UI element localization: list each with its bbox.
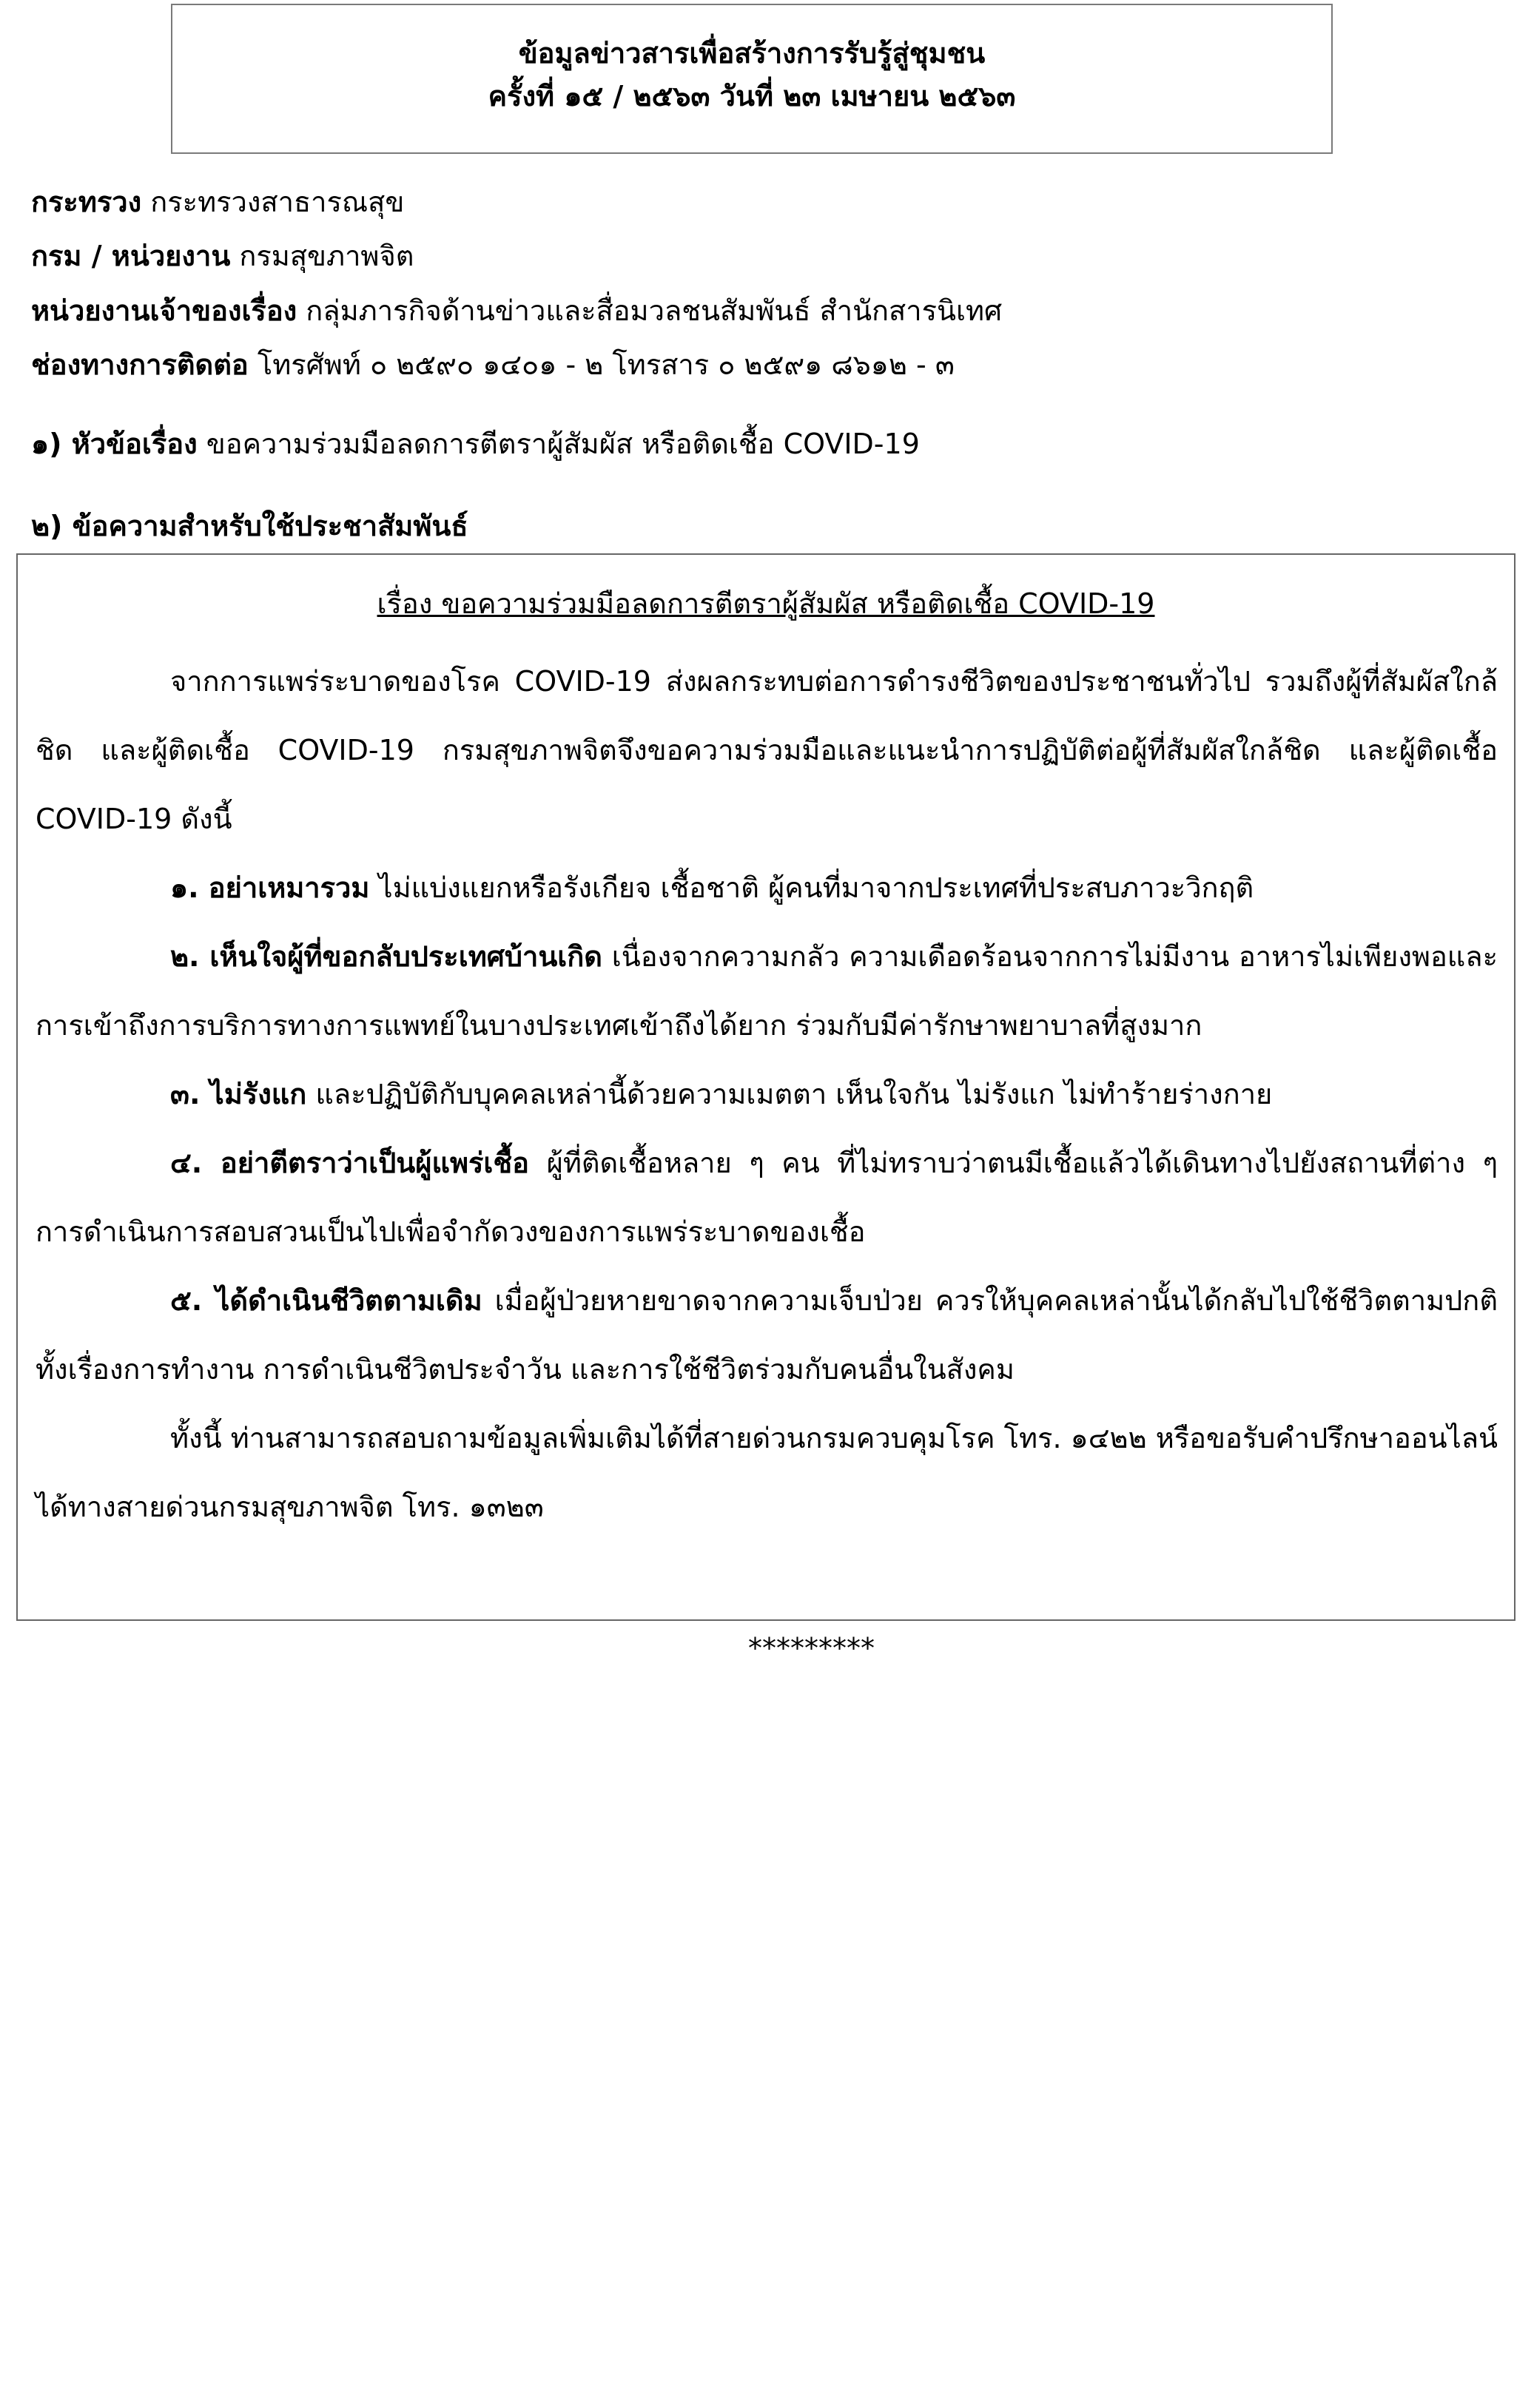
contact-value: โทรศัพท์ ๐ ๒๕๙๐ ๑๔๐๑ - ๒ โทรสาร ๐ ๒๕๙๑ ๘๖๑๒ - ๓ bbox=[248, 348, 955, 381]
owner-line bbox=[31, 290, 1002, 331]
subject-label: ๑) หัวข้อเรื่อง bbox=[31, 428, 198, 460]
pr-item-text: และปฏิบัติกับบุคคลเหล่านี้ด้วยความเมตตา เห็นใจกัน ไม่รังแก ไม่ทำร้ายร่างกาย bbox=[306, 1078, 1273, 1110]
department-line bbox=[31, 235, 414, 277]
subject-value: ขอความร่วมมือลดการตีตราผู้สัมผัส หรือติดเชื้อ COVID-19 bbox=[197, 428, 920, 460]
pr-item-text: ไม่แบ่งแยกหรือรังเกียจ เชื้อชาติ ผู้คนที่มาจากประเทศที่ประสบภาวะวิกฤติ bbox=[369, 871, 1254, 904]
pr-title: เรื่อง ขอความร่วมมือลดการตีตราผู้สัมผัส หรือติดเชื้อ COVID-19 bbox=[377, 587, 1155, 620]
pr-item-heading: ๒. เห็นใจผู้ที่ขอกลับประเทศบ้านเกิด bbox=[170, 940, 602, 973]
department-label: กรม / หน่วยงาน bbox=[31, 240, 231, 272]
pr-intro: จากการแพร่ระบาดของโรค COVID-19 ส่งผลกระทบต่อการดำรงชีวิตของประชาชนทั่วไป รวมถึงผู้ที่สัมผัสใกล้ชิด และผู้ติดเชื้อ COVID-19 กรมสุขภาพจิตจึงขอความร่วมมือและแนะนำการปฏิบัติต่อผู้ที่สัมผัสใกล้ชิด และผู้ติดเชื้อ COVID-19 ดังนี้ bbox=[36, 665, 1498, 835]
contact-line bbox=[31, 344, 955, 385]
department-value: กรมสุขภาพจิต bbox=[230, 240, 414, 272]
pr-closing: ทั้งนี้ ท่านสามารถสอบถามข้อมูลเพิ่มเติมได้ที่สายด่วนกรมควบคุมโรค โทร. ๑๔๒๒ หรือขอรับคำปรึกษาออนไลน์ได้ทางสายด่วนกรมสุขภาพจิต โทร. ๑๓๒๓ bbox=[36, 1422, 1498, 1523]
subject-line bbox=[31, 423, 920, 465]
pr-item-2 bbox=[36, 923, 1498, 1060]
pr-item-text: เนื่องจากความกลัว ความเดือดร้อนจากการไม่มีงาน อาหารไม่เพียงพอและการเข้าถึงการบริการทางการแพทย์ในบางประเทศเข้าถึงได้ยาก ร่วมกับมีค่ารักษาพยาบาลที่สูงมาก bbox=[36, 940, 1498, 1042]
pr-item-text: ผู้ที่ติดเชื้อหลาย ๆ คน ที่ไม่ทราบว่าตนมีเชื้อแล้วได้เดินทางไปยังสถานที่ต่าง ๆ การดำเนินการสอบสวนเป็นไปเพื่อจำกัดวงของการแพร่ระบาดของเชื้อ bbox=[36, 1147, 1498, 1248]
document-header-box bbox=[171, 4, 1333, 154]
pr-item-4 bbox=[36, 1129, 1498, 1267]
pr-body bbox=[36, 647, 1498, 1542]
document-title: ข้อมูลข่าวสารเพื่อสร้างการรับรู้สู่ชุมชน bbox=[518, 37, 986, 70]
pr-section-heading bbox=[31, 505, 468, 547]
pr-item-heading: ๑. อย่าเหมารวม bbox=[170, 871, 370, 904]
owner-label: หน่วยงานเจ้าของเรื่อง bbox=[31, 294, 297, 327]
pr-item-text: เมื่อผู้ป่วยหายขาดจากความเจ็บป่วย ควรให้บุคคลเหล่านั้นได้กลับไปใช้ชีวิตตามปกติ ทั้งเรื่องการทำงาน การดำเนินชีวิตประจำวัน และการใช้ชีวิตร่วมกับคนอื่นในสังคม bbox=[36, 1284, 1498, 1386]
end-of-document-mark: ********* bbox=[748, 1632, 875, 1665]
issue-line: ครั้งที่ ๑๕ / ๒๕๖๓ วันที่ ๒๓ เมษายน ๒๕๖๓ bbox=[488, 80, 1016, 112]
pr-section-label: ๒) ข้อความสำหรับใช้ประชาสัมพันธ์ bbox=[31, 510, 468, 542]
pr-item-heading: ๔. อย่าตีตราว่าเป็นผู้แพร่เชื้อ bbox=[170, 1147, 530, 1179]
ministry-value: กระทรวงสาธารณสุข bbox=[141, 186, 405, 218]
pr-item-heading: ๓. ไม่รังแก bbox=[170, 1078, 307, 1110]
pr-item-1 bbox=[36, 854, 1498, 923]
pr-item-3 bbox=[36, 1060, 1498, 1129]
ministry-line bbox=[31, 181, 404, 223]
pr-item-5 bbox=[36, 1267, 1498, 1404]
contact-label: ช่องทางการติดต่อ bbox=[31, 348, 249, 381]
pr-item-heading: ๕. ได้ดำเนินชีวิตตามเดิม bbox=[170, 1284, 482, 1317]
owner-value: กลุ่มภารกิจด้านข่าวและสื่อมวลชนสัมพันธ์ สำนักสารนิเทศ bbox=[297, 294, 1003, 327]
ministry-label: กระทรวง bbox=[31, 186, 142, 218]
pr-message-box bbox=[16, 553, 1516, 1621]
